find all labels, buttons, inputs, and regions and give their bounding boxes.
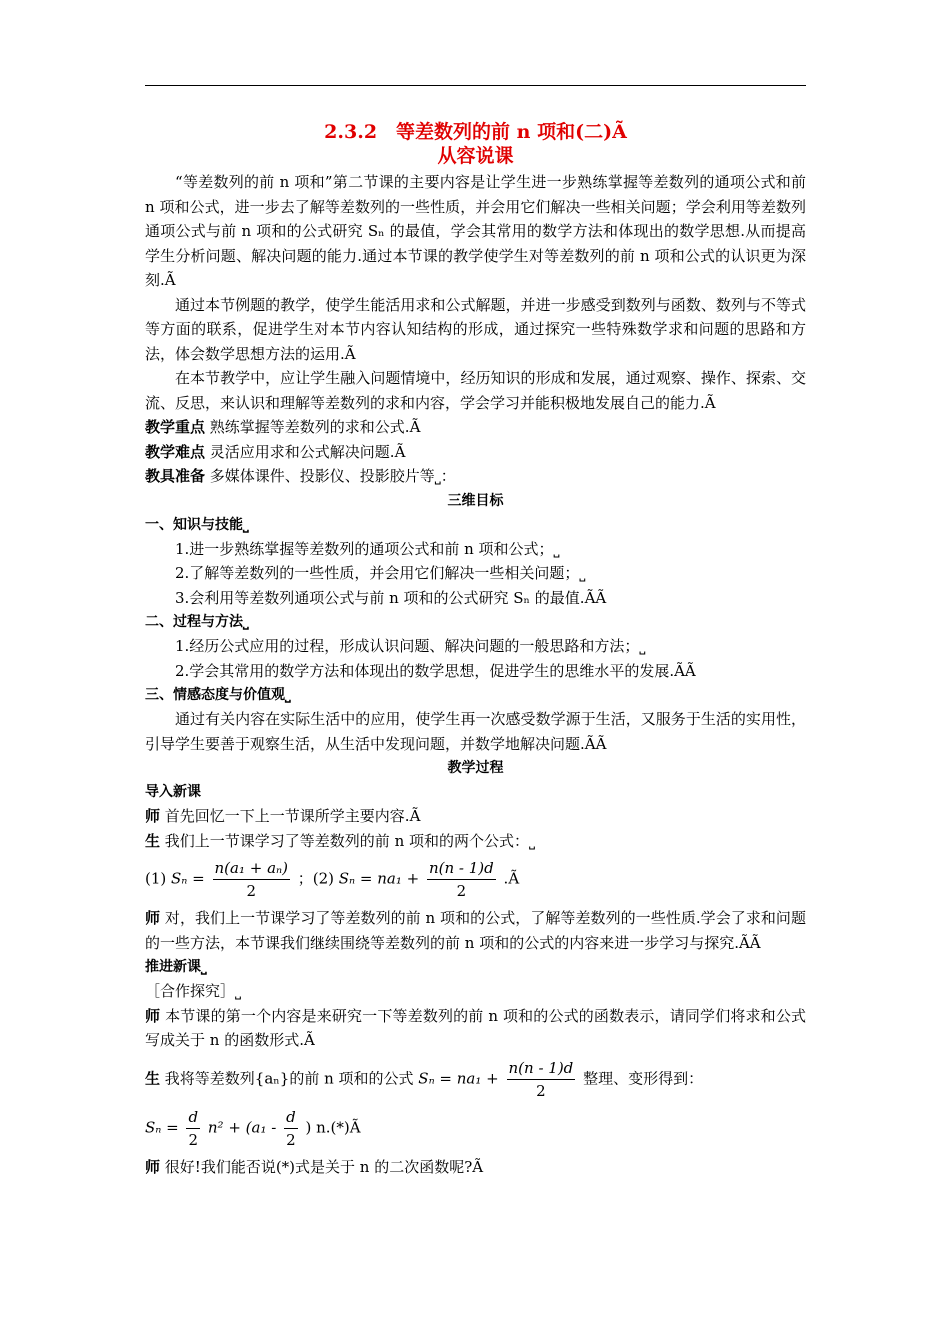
objective-item: 2.了解等差数列的一些性质，并会用它们解决一些相关问题；⎵ — [175, 564, 586, 582]
dialogue-student-1 — [145, 829, 806, 854]
teaching-difficulty-text: 灵活应用求和公式解决问题.Ã — [209, 442, 406, 461]
formula-3-fraction-2 — [284, 1106, 298, 1151]
cooperative-inquiry-label: ［合作探究］⎵ — [145, 982, 242, 1000]
formula-3-fraction-1 — [186, 1106, 200, 1151]
formula-separator: ；(2) — [297, 869, 334, 888]
formula-2-lhs: Sₙ = na₁ + — [338, 869, 420, 888]
teacher-label: 师 — [145, 1006, 161, 1025]
intro-paragraph-1: “等差数列的前 n 项和”第二节课的主要内容是让学生进一步熟练掌握等差数列的通项公式和前 n 项和公式，进一步去了解等差数列的一些性质，并会用它们解决一些相关问题；学会利用等差数列通项公式与前 n 项和的公式研究 Sₙ 的最值，学会其常用的数学方法和体现出的数学思想.从而提高学生分析问题、解决问题的能力.通过本节课的教学使学生对等差数列的前 n 项和公式的认识更为深刻.Ã — [145, 173, 806, 289]
objective-section-3-text: 通过有关内容在实际生活中的应用，使学生再一次感受数学源于生活，又服务于生活的实用性，引导学生要善于观察生活，从生活中发现问题，并数学地解决问题.ÃÃ — [145, 710, 806, 753]
formula-2-lhs: Sₙ = na₁ + — [418, 1069, 499, 1087]
dialogue-text: 首先回忆一下上一节课所学主要内容.Ã — [164, 807, 421, 825]
document-body — [145, 120, 806, 1179]
dialogue-teacher-3 — [145, 1004, 806, 1053]
formula-1-denominator: 2 — [246, 882, 257, 900]
formula-1-fraction — [213, 857, 290, 902]
formula-3-lhs: Sₙ = — [145, 1118, 179, 1136]
formula-2-denominator: 2 — [456, 882, 467, 900]
quadratic-formula — [145, 1106, 806, 1151]
formula-3-numerator-2: d — [284, 1106, 298, 1129]
teaching-difficulty — [145, 440, 806, 465]
teaching-difficulty-label: 教学难点 — [145, 442, 206, 461]
intro-paragraph-3: 在本节教学中，应让学生融入问题情境中，经历知识的形成和发展，通过观察、操作、探索、交流、反思，来认识和理解等差数列的求和内容，学会学习并能积极地发展自己的能力.Ã — [145, 369, 806, 412]
teaching-tools-text: 多媒体课件、投影仪、投影胶片等⎵： — [209, 467, 456, 485]
objective-item: 1.经历公式应用的过程，形成认识问题、解决问题的一般思路和方法；⎵ — [175, 637, 646, 655]
dialogue-teacher-2 — [145, 906, 806, 955]
dialogue-text: 本节课的第一个内容是来研究一下等差数列的前 n 项和的公式的函数表示，请同学们将求和公式写成关于 n 的函数形式.Ã — [145, 1006, 806, 1049]
teaching-focus — [145, 415, 806, 440]
dialogue-teacher-1 — [145, 804, 806, 829]
objective-item: 3.会利用等差数列通项公式与前 n 项和的公式研究 Sₙ 的最值.ÃÃ — [175, 588, 607, 607]
header-rule — [145, 85, 806, 86]
student-label: 生 — [145, 831, 161, 850]
objective-item: 1.进一步熟练掌握等差数列的通项公式和前 n 项和公式；⎵ — [175, 539, 560, 558]
dialogue-text: 我将等差数列{aₙ}的前 n 项和的公式 — [164, 1069, 414, 1087]
teacher-label: 师 — [145, 807, 161, 825]
formula-3-end: ) n.(*)Ã — [305, 1118, 361, 1136]
process-heading: 教学过程 — [447, 760, 504, 776]
objective-section-3-title: 三、情感态度与价值观⎵ — [145, 687, 291, 703]
objective-item: 2.学会其常用的数学方法和体现出的数学思想，促进学生的思维水平的发展.ÃÃ — [175, 661, 696, 680]
lesson-subtitle: 从容说课 — [437, 145, 514, 167]
formula-3-middle: n² + (a₁ - — [207, 1118, 277, 1136]
teaching-focus-label: 教学重点 — [145, 418, 206, 436]
formula-2-fraction — [507, 1057, 576, 1102]
intro-lesson-title: 导入新课 — [145, 784, 201, 800]
formula-2-numerator: n(n - 1)d — [427, 857, 496, 880]
dialogue-teacher-4 — [145, 1155, 806, 1180]
intro-paragraph-2: 通过本节例题的教学，使学生能活用求和公式解题，并进一步感受到数列与函数、数列与不等式等方面的联系，促进学生对本节内容认知结构的形成，通过探究一些特殊数学求和问题的思路和方法，体会数学思想方法的运用.Ã — [145, 295, 806, 363]
objective-section-1-title: 一、知识与技能⎵ — [145, 516, 249, 533]
dialogue-student-2 — [145, 1057, 806, 1102]
formula-2-denominator: 2 — [536, 1081, 546, 1100]
teaching-focus-text: 熟练掌握等差数列的求和公式.Ã — [209, 418, 421, 436]
dialogue-text: 很好!我们能否说(*)式是关于 n 的二次函数呢?Ã — [164, 1157, 484, 1176]
objective-section-2-title: 二、过程与方法⎵ — [145, 614, 249, 630]
teaching-tools — [145, 464, 806, 489]
formula-1-lhs: Sₙ = — [171, 869, 205, 888]
formula-3-denominator-2: 2 — [286, 1130, 296, 1149]
dialogue-text: 我们上一节课学习了等差数列的前 n 项和的两个公式：⎵ — [164, 831, 535, 850]
student-label: 生 — [145, 1069, 161, 1087]
formula-1-numerator: n(a₁ + aₙ) — [213, 857, 290, 880]
teacher-label: 师 — [145, 1157, 161, 1176]
formula-3-numerator-1: d — [186, 1106, 200, 1129]
advance-lesson-title: 推进新课⎵ — [145, 959, 207, 975]
formula-end: .Ã — [503, 869, 520, 888]
formula-2-numerator: n(n - 1)d — [507, 1057, 576, 1080]
teacher-label: 师 — [145, 909, 161, 927]
dialogue-text: 对，我们上一节课学习了等差数列的前 n 项和的公式，了解等差数列的一些性质.学会了求和问题的一些方法，本节课我们继续围绕等差数列的前 n 项和的公式的内容来进一步学习与探究.ÃÃ — [145, 909, 806, 952]
dialogue-text: 整理、变形得到： — [583, 1069, 704, 1087]
sum-formulas — [145, 857, 806, 902]
formula-label-1: (1) — [145, 869, 167, 888]
teaching-tools-label: 教具准备 — [145, 467, 206, 485]
lesson-title: 2.3.2 等差数列的前 n 项和(二)Ã — [324, 121, 627, 143]
formula-3-denominator-1: 2 — [188, 1130, 199, 1149]
objectives-heading: 三维目标 — [447, 492, 504, 509]
formula-2-fraction — [427, 857, 496, 902]
